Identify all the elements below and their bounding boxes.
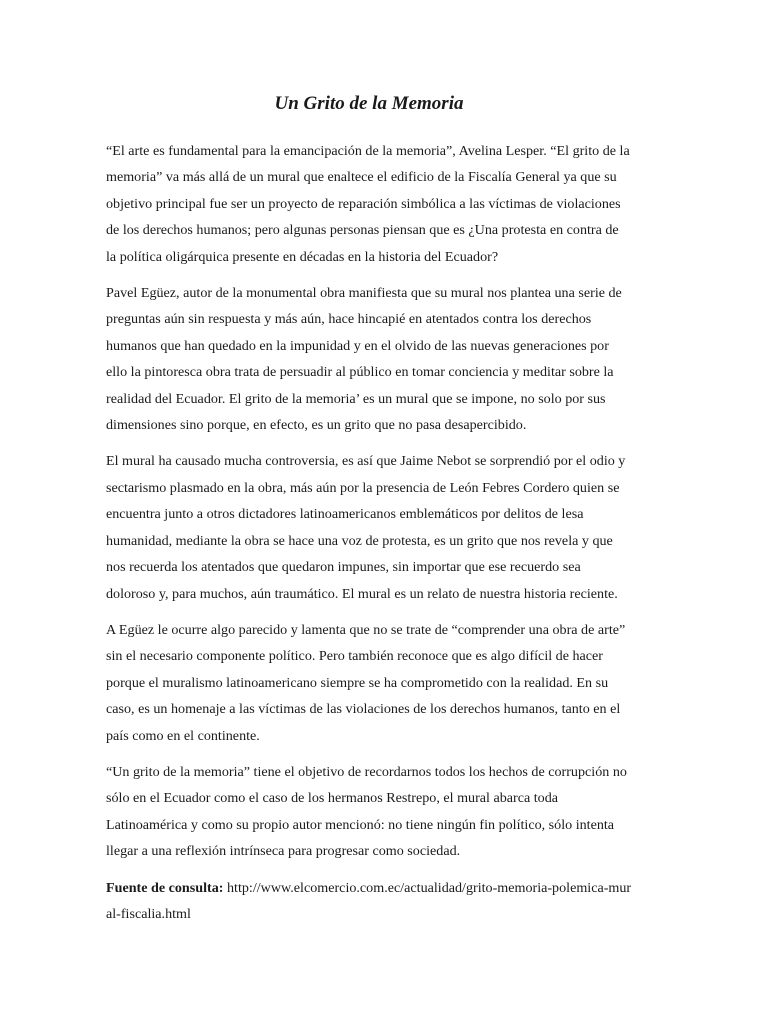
paragraph-2: Pavel Egüez, autor de la monumental obra manifiesta que su mural nos plantea una serie de preguntas aún sin respuesta y más aún, hace hincapié en atentados contra los derechos humanos que han quedado en la impunidad y en el olvido de las nuevas generaciones por ello la pintoresca obra trata de persuadir al público en tomar conciencia y meditar sobre la realidad del Ecuador. El grito de la memoria’ es un mural que se impone, no solo por sus dimensiones sino porque, en efecto, es un grito que no pasa desapercibido.	[106, 285, 622, 434]
document-title: Un Grito de la Memoria	[274, 93, 464, 114]
paragraph-1: “El arte es fundamental para la emancipación de la memoria”, Avelina Lesper. “El grito de la memoria” va más allá de un mural que enaltece el edificio de la Fiscalía General ya que su objetivo principal fue ser un proyecto de reparación simbólica a las víctimas de violaciones de los derechos humanos; pero algunas personas piensan que es ¿Una protesta en contra de la política oligárquica presente en décadas en la historia del Ecuador?	[106, 143, 630, 265]
paragraph-3: El mural ha causado mucha controversia, es así que Jaime Nebot se sorprendió por el odio y sectarismo plasmado en la obra, más aún por la presencia de León Febres Cordero quien se encuentra junto a otros dictadores latinoamericanos emblemáticos por delitos de lesa humanidad, mediante la obra se hace una voz de protesta, es un grito que nos revela y que nos recuerda los atentados que quedaron impunes, sin importar que ese recuerdo sea doloroso y, para muchos, aún traumático. El mural es un relato de nuestra historia reciente.	[106, 453, 626, 602]
source-citation	[106, 875, 632, 928]
paragraph-5: “Un grito de la memoria” tiene el objetivo de recordarnos todos los hechos de corrupción no sólo en el Ecuador como el caso de los hermanos Restrepo, el mural abarca toda Latinoamérica y como su propio autor mencionó: no tiene ningún fin político, sólo intenta llegar a una reflexión intrínseca para progresar como sociedad.	[106, 763, 627, 860]
document-page	[106, 92, 632, 927]
source-label: Fuente de consulta:	[106, 879, 224, 896]
paragraph-4: A Egüez le ocurre algo parecido y lamenta que no se trate de “comprender una obra de arte” sin el necesario componente político. Pero también reconoce que es algo difícil de hacer porque el muralismo latinoamericano siempre se ha comprometido con la realidad. En su caso, es un homenaje a las víctimas de las violaciones de los derechos humanos, tanto en el país como en el continente.	[106, 621, 626, 744]
source-url: http://www.elcomercio.com.ec/actualidad/grito-memoria-polemica-mural-fiscalia.html	[106, 879, 632, 922]
